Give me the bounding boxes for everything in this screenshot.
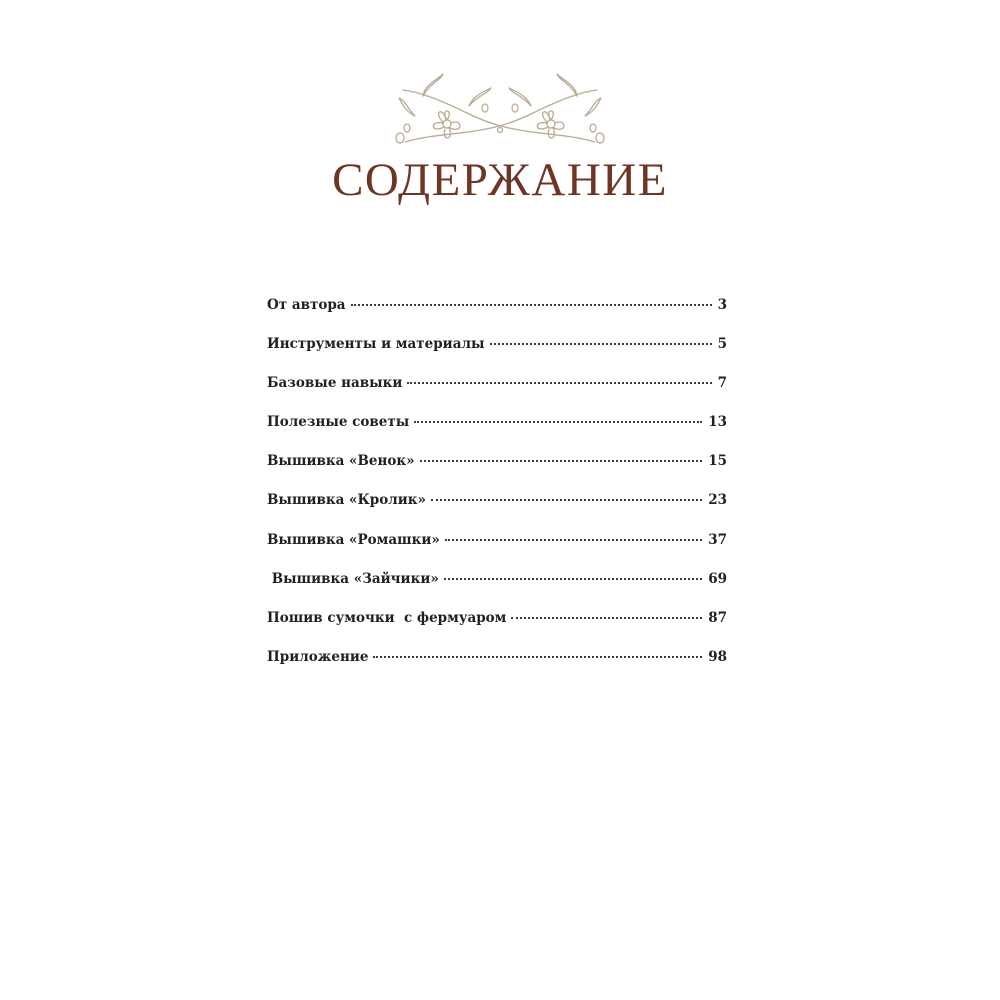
page-title: СОДЕРЖАНИЕ	[332, 154, 668, 206]
toc-entry-page: 7	[717, 375, 727, 392]
toc-entry-page: 69	[708, 570, 727, 587]
dot-leader	[511, 617, 702, 619]
toc-entry-label: Инструменты и материалы	[267, 336, 485, 353]
dot-leader	[490, 343, 712, 345]
dot-leader	[420, 460, 703, 462]
toc-entry-page: 98	[708, 648, 727, 665]
toc-entry-label: Полезные советы	[267, 414, 410, 431]
toc-entry-label: Вышивка «Кролик»	[267, 492, 426, 509]
toc-entry	[267, 571, 727, 610]
toc-entry-label: От автора	[267, 297, 346, 313]
toc-entry	[267, 336, 727, 375]
toc-entry-label: Вышивка «Венок»	[267, 453, 415, 470]
dot-leader	[351, 304, 712, 306]
dot-leader	[407, 382, 711, 384]
toc-entry	[267, 375, 727, 414]
dot-leader	[414, 421, 702, 423]
toc-entry-page: 13	[708, 414, 727, 431]
toc-entry-label: Пошив сумочки с фермуаром	[267, 609, 507, 626]
toc-entry	[267, 532, 727, 571]
toc-entry-label: Вышивка «Ромашки»	[267, 531, 440, 548]
toc-entry	[267, 297, 727, 336]
toc-entry	[267, 453, 727, 492]
dot-leader	[444, 578, 702, 580]
toc-entry	[267, 414, 727, 453]
toc-entry-label: Вышивка «Зайчики»	[267, 570, 439, 587]
toc-entry-label: Приложение	[267, 648, 369, 665]
toc-entry	[267, 492, 727, 531]
dot-leader	[445, 539, 702, 541]
dot-leader	[373, 656, 702, 658]
toc-entry-page: 15	[708, 453, 727, 470]
toc-entry-page: 37	[708, 531, 727, 548]
toc-entry-page: 5	[717, 336, 727, 353]
toc-entry	[267, 610, 727, 649]
cherry-blossom-ornament-icon	[385, 72, 615, 158]
toc-entry-page: 87	[708, 609, 727, 626]
dot-leader	[431, 499, 702, 501]
toc-entry	[267, 649, 727, 688]
toc-entry-label: Базовые навыки	[267, 375, 403, 392]
table-of-contents	[267, 297, 727, 688]
toc-entry-page: 3	[717, 297, 727, 313]
toc-entry-page: 23	[708, 492, 727, 509]
